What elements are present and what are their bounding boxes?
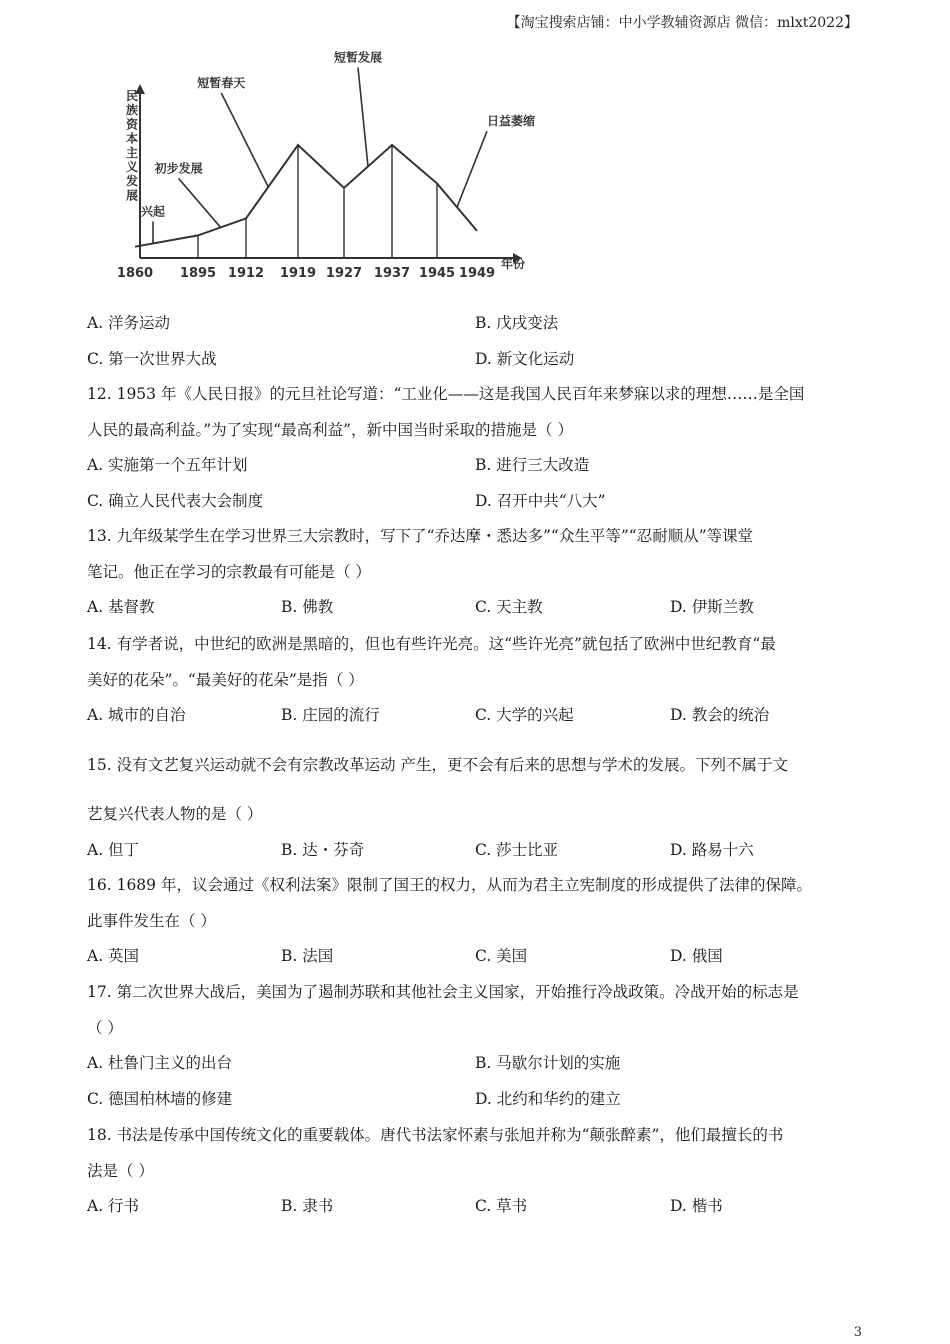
question-text: 15. 没有文艺复兴运动就不会有宗教改革运动 产生，更不会有后来的思想与学术的发展。下列不属于文 xyxy=(87,756,789,774)
x-tick-label: 1860 xyxy=(116,266,154,281)
page-number: 3 xyxy=(853,1325,862,1340)
option-d[interactable]: D. 楷书 xyxy=(670,1197,723,1215)
x-tick-label: 1912 xyxy=(227,266,265,281)
question-text: 法是（ ） xyxy=(87,1161,154,1180)
question-16 xyxy=(87,868,857,975)
question-text: 此事件发生在（ ） xyxy=(87,911,216,930)
x-tick-label: 1949 xyxy=(458,266,496,281)
option-c[interactable]: C. 美国 xyxy=(475,947,528,965)
option-c[interactable]: C. 大学的兴起 xyxy=(475,706,574,724)
option-d[interactable]: D. 召开中共“八大” xyxy=(475,491,606,510)
options-row xyxy=(87,1082,857,1118)
option-b[interactable]: B. 达・芬奇 xyxy=(281,840,365,859)
option-a[interactable]: A. 杜鲁门主义的出台 xyxy=(87,1054,233,1072)
option-b[interactable]: B. 进行三大改造 xyxy=(475,456,590,474)
option-a[interactable]: A. 但丁 xyxy=(87,840,140,859)
development-line xyxy=(135,145,477,247)
annotation-pointer xyxy=(457,131,487,207)
annotation-pointer xyxy=(179,178,221,227)
options-row xyxy=(87,939,857,975)
option-c[interactable]: C. 第一次世界大战 xyxy=(87,349,217,368)
question-13 xyxy=(87,519,857,626)
options-row xyxy=(87,342,857,378)
question-14 xyxy=(87,627,857,734)
options-row xyxy=(87,698,857,734)
question-text: （ ） xyxy=(87,1018,123,1037)
question-15 xyxy=(87,747,857,868)
option-b[interactable]: B. 庄园的流行 xyxy=(281,706,380,724)
option-d[interactable]: D. 伊斯兰教 xyxy=(670,598,754,616)
x-tick-label: 1937 xyxy=(373,266,411,281)
option-c[interactable]: C. 莎士比亚 xyxy=(475,840,559,859)
options-row xyxy=(87,590,857,626)
question-text: 16. 1689 年，议会通过《权利法案》限制了国王的权力，从而为君主立宪制度的形成提供了法律的保障。 xyxy=(87,876,812,894)
option-a[interactable]: A. 行书 xyxy=(87,1197,140,1215)
question-text: 美好的花朵”。“最美好的花朵”是指（ ） xyxy=(87,670,364,689)
question-12 xyxy=(87,377,857,519)
option-c[interactable]: C. 草书 xyxy=(475,1197,528,1215)
option-d[interactable]: D. 新文化运动 xyxy=(475,349,575,368)
y-axis-label: 民族资本主义发展 xyxy=(126,89,139,203)
question-text: 18. 书法是传承中国传统文化的重要载体。唐代书法家怀素与张旭并称为“颠张醉素”，他们最擅长的书 xyxy=(87,1126,784,1144)
option-b[interactable]: B. 戊戌变法 xyxy=(475,314,559,332)
option-a[interactable]: A. 城市的自治 xyxy=(87,706,186,724)
annotation-pointer xyxy=(358,67,368,166)
annotation-label: 日益萎缩 xyxy=(487,114,536,129)
options-row xyxy=(87,306,857,342)
option-a[interactable]: A. 洋务运动 xyxy=(87,314,171,332)
option-d[interactable]: D. 俄国 xyxy=(670,947,723,965)
x-tick-label: 1945 xyxy=(418,266,456,281)
option-a[interactable]: A. 基督教 xyxy=(87,598,155,616)
option-a[interactable]: A. 英国 xyxy=(87,947,140,965)
option-b[interactable]: B. 佛教 xyxy=(281,598,334,616)
option-b[interactable]: B. 法国 xyxy=(281,947,334,965)
chart-svg xyxy=(108,50,536,285)
question-text: 14. 有学者说，中世纪的欧洲是黑暗的，但也有些许光亮。这“些许光亮”就包括了欧洲中世纪教育“最 xyxy=(87,635,776,653)
option-b[interactable]: B. 隶书 xyxy=(281,1197,334,1215)
question-text: 13. 九年级某学生在学习世界三大宗教时，写下了“乔达摩・悉达多”“众生平等”“忍耐顺从”等课堂 xyxy=(87,527,754,545)
options-row xyxy=(87,1046,857,1082)
annotation-label: 短暂发展 xyxy=(333,50,383,65)
question-17 xyxy=(87,975,857,1117)
annotation-label: 兴起 xyxy=(140,204,166,219)
option-b[interactable]: B. 马歇尔计划的实施 xyxy=(475,1054,621,1072)
annotation-label: 初步发展 xyxy=(154,161,203,176)
options-row xyxy=(87,833,857,869)
option-c[interactable]: C. 确立人民代表大会制度 xyxy=(87,491,264,510)
option-a[interactable]: A. 实施第一个五年计划 xyxy=(87,456,248,474)
question-text: 人民的最高利益。”为了实现“最高利益”，新中国当时采取的措施是（ ） xyxy=(87,420,573,439)
question-18 xyxy=(87,1118,857,1225)
options-row xyxy=(87,484,857,520)
capitalism-development-chart xyxy=(108,50,536,285)
x-tick-label: 1895 xyxy=(179,266,217,281)
question-text: 笔记。他正在学习的宗教最有可能是（ ） xyxy=(87,562,371,581)
option-c[interactable]: C. 天主教 xyxy=(475,598,543,616)
page-header: 【淘宝搜索店铺：中小学教辅资源店 微信：mlxt2022】 xyxy=(506,15,858,31)
options-row xyxy=(87,448,857,484)
option-d[interactable]: D. 北约和华约的建立 xyxy=(475,1089,621,1108)
x-tick-label: 1927 xyxy=(325,266,363,281)
annotation-pointer xyxy=(221,93,268,187)
option-c[interactable]: C. 德国柏林墙的修建 xyxy=(87,1089,233,1108)
annotation-label: 短暂春天 xyxy=(197,75,246,90)
question-text: 艺复兴代表人物的是（ ） xyxy=(87,805,263,823)
question-text: 12. 1953 年《人民日报》的元旦社论写道：“工业化——这是我国人民百年来梦寐以求的理想……是全国 xyxy=(87,385,805,403)
options-row xyxy=(87,1189,857,1225)
question-text: 17. 第二次世界大战后，美国为了遏制苏联和其他社会主义国家，开始推行冷战政策。冷战开始的标志是 xyxy=(87,983,799,1001)
x-axis-label: 年份 xyxy=(501,257,526,271)
question-11 xyxy=(87,306,857,377)
option-d[interactable]: D. 路易十六 xyxy=(670,840,754,859)
option-d[interactable]: D. 教会的统治 xyxy=(670,706,770,724)
x-tick-label: 1919 xyxy=(279,266,317,281)
